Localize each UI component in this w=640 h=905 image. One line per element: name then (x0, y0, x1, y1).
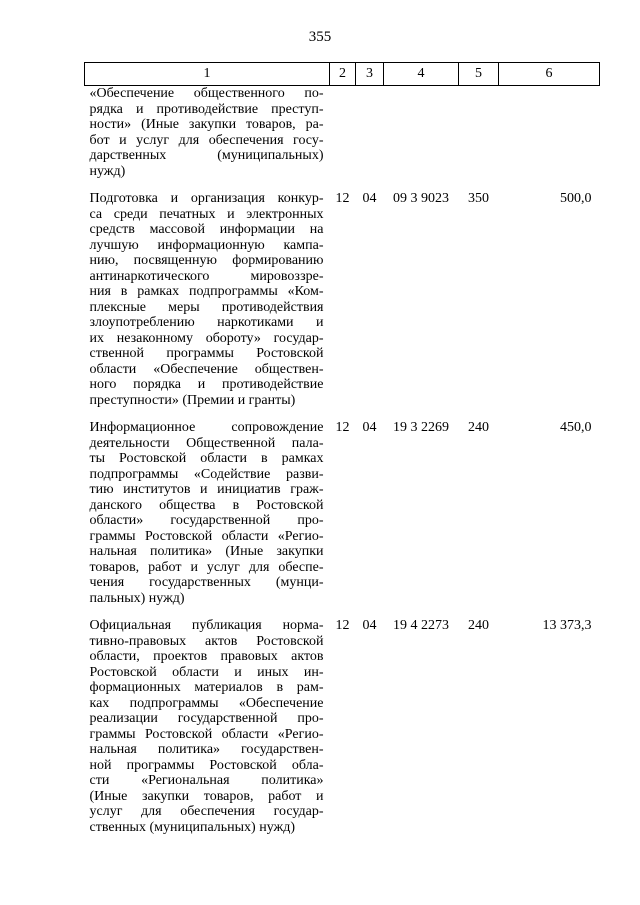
row-target-article: 09 3 9023 (393, 191, 449, 206)
description-line: данского общества в Ростовской (89, 497, 324, 513)
header-col-3: 3 (356, 63, 384, 86)
table-header (85, 63, 600, 86)
row-expense-type: 240 (468, 420, 489, 435)
description-line: ния в рамках подпрограммы «Ком- (89, 284, 324, 299)
description-line: ности» (Иные закупки товаров, ра- (89, 117, 324, 132)
table-row (85, 616, 600, 845)
description-line: плексные меры противодействия (89, 299, 324, 315)
row-expense-type: 240 (468, 618, 489, 633)
description-line: формационных материалов в рам- (89, 680, 324, 695)
budget-table (84, 62, 600, 845)
row-amount: 450,0 (560, 420, 592, 435)
row-expense-type: 350 (468, 191, 489, 206)
description-line: Информационное сопровождение (89, 420, 324, 435)
description-line: услуг для обеспечения государ- (89, 804, 324, 819)
row-subsection-code: 04 (362, 618, 377, 633)
row-section-code (330, 86, 356, 190)
description-line: бот и услуг для обеспечения госу- (89, 132, 324, 148)
row-amount: 13 373,3 (542, 618, 592, 633)
description-line: ного порядка и противодействие (89, 377, 324, 392)
row-description (85, 418, 330, 616)
description-line: граммы Ростовской области «Регио- (89, 528, 324, 544)
description-line: ственной программы Ростовской (89, 346, 324, 361)
row-description (85, 86, 330, 190)
description-line: ты Ростовской области в рамках (89, 451, 324, 466)
description-line: тивно-правовых актов Ростовской (89, 633, 324, 649)
header-col-6: 6 (499, 63, 600, 86)
description-line: сти «Региональная политика» (89, 773, 324, 788)
description-line: преступности» (Премии и гранты) (89, 392, 296, 408)
page-number: 355 (308, 29, 332, 45)
description-line: чения государственных (мунци- (89, 575, 324, 590)
description-line: «Обеспечение общественного по- (89, 86, 324, 101)
row-amount (499, 86, 600, 190)
description-line: злоупотреблению наркотиками и (89, 315, 324, 330)
description-line: ственных (муниципальных) нужд) (89, 819, 295, 835)
description-line: дарственных (муниципальных) (89, 148, 324, 163)
description-line: нальная политика» (Иные закупки (89, 544, 324, 559)
row-subsection-code: 04 (362, 420, 377, 435)
description-line: нию, посвященную формированию (89, 253, 324, 268)
row-target-article: 19 4 2273 (393, 618, 449, 633)
description-line: Ростовской области и иных ин- (89, 664, 324, 680)
row-description (85, 616, 330, 845)
description-line: антинаркотического мировоззре- (89, 268, 324, 284)
description-line: области, проектов правовых актов (89, 649, 324, 664)
row-expense-type (459, 86, 499, 190)
description-line: рядка и противодействие преступ- (89, 101, 324, 117)
description-line: деятельности Общественной пала- (89, 435, 324, 451)
description-line: пальных) нужд) (89, 590, 185, 606)
description-line: реализации государственной про- (89, 711, 324, 726)
description-line: нужд) (89, 163, 126, 179)
description-line: товаров, работ и услуг для обеспе- (89, 559, 324, 575)
header-col-4: 4 (384, 63, 459, 86)
description-line: области «Обеспечение обществен- (89, 361, 324, 377)
description-line: средств массовой информации на (89, 222, 324, 237)
row-section-code: 12 (335, 420, 350, 435)
table-row (85, 418, 600, 616)
header-col-1: 1 (85, 63, 330, 86)
description-line: ках подпрограммы «Обеспечение (89, 695, 324, 711)
description-line: граммы Ростовской области «Регио- (89, 726, 324, 742)
description-line: тию институтов и инициатив граж- (89, 482, 324, 497)
row-target-article: 19 3 2269 (393, 420, 449, 435)
description-line: их незаконному обороту» государ- (89, 330, 324, 346)
description-line: лучшую информационную кампа- (89, 237, 324, 253)
description-line: (Иные закупки товаров, работ и (89, 788, 324, 804)
header-row (85, 63, 600, 86)
row-target-article (384, 86, 459, 190)
row-amount: 500,0 (560, 191, 592, 206)
table-body (85, 86, 600, 846)
row-section-code: 12 (335, 618, 350, 633)
description-line: нальная политика» государствен- (89, 742, 324, 757)
header-col-2: 2 (330, 63, 356, 86)
header-col-5: 5 (459, 63, 499, 86)
row-section-code: 12 (335, 191, 350, 206)
description-line: са среди печатных и электронных (89, 206, 324, 222)
row-subsection-code: 04 (362, 191, 377, 206)
table-row (85, 189, 600, 418)
row-subsection-code (356, 86, 384, 190)
row-description (85, 189, 330, 418)
description-line: ной программы Ростовской обла- (89, 757, 324, 773)
description-line: Официальная публикация норма- (89, 618, 324, 633)
description-line: подпрограммы «Содействие разви- (89, 466, 324, 482)
table-row (85, 86, 600, 190)
description-line: Подготовка и организация конкур- (89, 191, 324, 206)
description-line: области» государственной про- (89, 513, 324, 528)
